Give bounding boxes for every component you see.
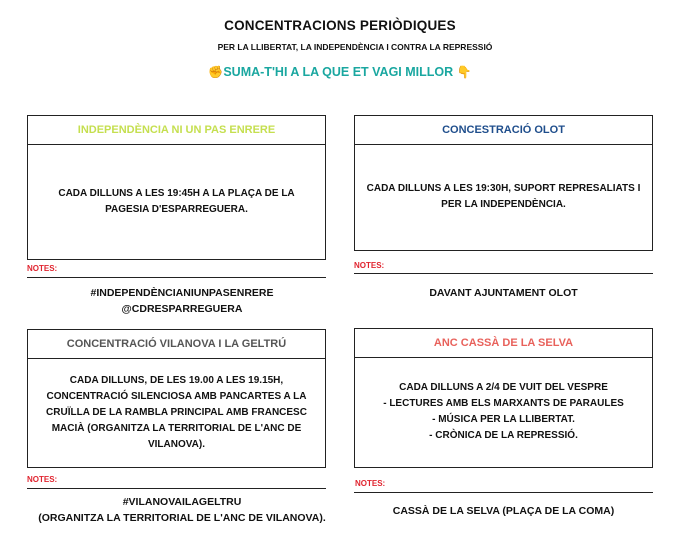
card-title: CONCESTRACIÓ OLOT bbox=[355, 116, 652, 145]
body-line-4: - CRÒNICA DE LA REPRESSIÓ. bbox=[429, 430, 578, 441]
cta-text: SUMA-T'HI A LA QUE ET VAGI MILLOR bbox=[223, 65, 454, 79]
card-notes bbox=[27, 285, 337, 317]
call-to-action bbox=[0, 65, 680, 79]
notes-divider bbox=[354, 273, 653, 274]
body-line-3: - MÚSICA PER LA LLIBERTAT. bbox=[432, 414, 575, 425]
notes-line-2: (ORGANITZA LA TERRITORIAL DE L'ANC DE VILANOVA). bbox=[38, 512, 326, 524]
body-line-1: CADA DILLUNS A 2/4 DE VUIT DEL VESPRE bbox=[399, 382, 608, 393]
notes-divider bbox=[27, 488, 326, 489]
card-notes bbox=[27, 494, 337, 526]
notes-label: NOTES: bbox=[355, 479, 386, 488]
notes-divider bbox=[27, 277, 326, 278]
card-cassa bbox=[354, 328, 653, 468]
card-body: CADA DILLUNS, DE LES 19.00 A LES 19.15H, CONCENTRACIÓ SILENCIOSA AMB PANCARTES A LA CRUÏLLA DE LA RAMBLA PRINCIPAL AMB FRANCESC MACIÀ (ORGANITZA LA TERRITORIAL DE L'ANC DE VILANOVA). bbox=[46, 374, 307, 450]
card-body: CADA DILLUNS A LES 19:30H, SUPORT REPRESALIATS I PER LA INDEPENDÈNCIA. bbox=[366, 183, 641, 210]
notes-label: NOTES: bbox=[354, 261, 385, 270]
raised-fist-icon: ✊ bbox=[208, 65, 224, 79]
body-line-2: - LECTURES AMB ELS MARXANTS DE PARAULES bbox=[383, 398, 624, 409]
card-notes: CASSÀ DE LA SELVA (PLAÇA DE LA COMA) bbox=[392, 505, 615, 517]
notes-line-1: #INDEPENDÈNCIANIUNPASENRERE bbox=[90, 287, 274, 299]
page-title: CONCENTRACIONS PERIÒDIQUES bbox=[224, 18, 456, 33]
page-subtitle: PER LA LLIBERTAT, LA INDEPENDÈNCIA I CONTRA LA REPRESSIÓ bbox=[217, 42, 493, 52]
notes-line-1: #VILANOVAILAGELTRU bbox=[122, 496, 242, 508]
card-notes: DAVANT AJUNTAMENT OLOT bbox=[429, 287, 578, 299]
card-olot bbox=[354, 115, 653, 251]
notes-line-2: @CDRESPARREGUERA bbox=[121, 303, 243, 315]
card-body bbox=[355, 357, 652, 467]
card-title: ANC CASSÀ DE LA SELVA bbox=[355, 329, 652, 358]
notes-label: NOTES: bbox=[27, 475, 58, 484]
card-body: CADA DILLUNS A LES 19:45H A LA PLAÇA DE LA PAGESIA D'ESPARREGUERA. bbox=[58, 187, 295, 215]
pointing-down-icon: 👇 bbox=[456, 65, 472, 79]
card-independencia bbox=[27, 115, 326, 260]
notes-divider bbox=[354, 492, 653, 493]
card-vilanova bbox=[27, 329, 326, 468]
card-title: INDEPENDÈNCIA NI UN PAS ENRERE bbox=[28, 116, 325, 145]
notes-label: NOTES: bbox=[27, 264, 58, 273]
card-title: CONCENTRACIÓ VILANOVA I LA GELTRÚ bbox=[28, 330, 325, 359]
